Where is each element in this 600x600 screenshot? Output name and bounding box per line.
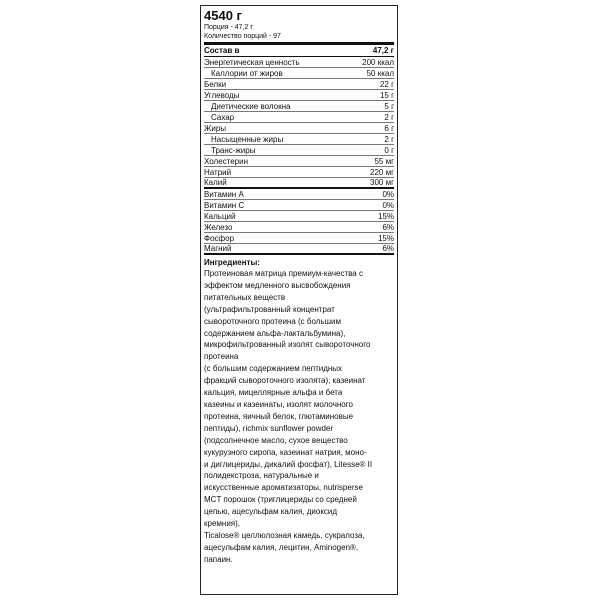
row-label: Каллории от жиров (211, 68, 283, 78)
ingredient-line: (с большим содержанием пептидных (204, 364, 343, 374)
nutrient-row (204, 79, 394, 90)
row-label: Калий (204, 178, 227, 187)
row-label: Диетические волокна (211, 101, 291, 111)
nutrient-table (204, 57, 394, 189)
ingredient-line: микрофильтрованный изолят сывороточного (204, 340, 371, 350)
ingredient-line: папаин. (204, 554, 233, 564)
row-label: Холестерин (204, 156, 248, 166)
row-value: 0% (382, 189, 394, 199)
ingredient-line: питательных веществ (204, 292, 286, 302)
nutrient-row (204, 123, 394, 134)
row-label: Углеводы (204, 90, 240, 100)
composition-header (204, 45, 394, 57)
row-label: Магний (204, 244, 232, 253)
nutrition-facts-label (200, 5, 398, 595)
row-value: 220 мг (370, 167, 394, 177)
ingredients-text (204, 268, 394, 566)
servings-count: Количество порций - 97 (204, 32, 281, 40)
vitamin-row (204, 244, 394, 255)
row-value: 50 ккал (366, 68, 394, 78)
vitamin-row (204, 211, 394, 222)
row-label: Натрий (204, 167, 232, 177)
row-value: 2 г (384, 112, 394, 122)
ingredient-line: MCT порошок (триглицериды со средней (204, 495, 357, 505)
nutrient-row (204, 145, 394, 156)
composition-header-value: 47,2 г (372, 45, 394, 55)
ingredient-line: цепью, ацесульфам калия, диоксид (204, 507, 338, 517)
row-label: Энергетическая ценность (204, 57, 300, 67)
ingredient-line: (подсолнечное масло, сухое вещество (204, 435, 348, 445)
ingredient-line: кукурузного сиропа, казеинат натрия, моно- (204, 447, 367, 457)
ingredient-line: искусственные ароматизаторы, nutrisperse (204, 483, 363, 493)
vitamin-row (204, 233, 394, 244)
ingredient-line: полидекстроза, натуральные и (204, 471, 319, 481)
ingredient-line: эффектом медленного высвобождения (204, 280, 351, 290)
row-label: Фосфор (204, 233, 235, 243)
nutrient-row (204, 101, 394, 112)
row-value: 200 ккал (362, 57, 394, 67)
ingredient-line: казеины и казеинаты, изолят молочного (204, 399, 353, 409)
ingredient-line: сывороточного протеина (с большим (204, 316, 341, 326)
row-value: 0% (382, 200, 394, 210)
row-label: Кальций (204, 211, 236, 221)
ingredient-line: и диглицериды, дикалий фосфат), Litesse® II (204, 459, 373, 469)
ingredient-line: протеина (204, 352, 239, 362)
nutrient-row (204, 68, 394, 79)
row-label: Железо (204, 222, 233, 232)
row-value: 5 г (384, 101, 394, 111)
ingredient-line: кальция, мицеллярные альфа и бета (204, 388, 343, 398)
row-value: 6% (382, 244, 394, 253)
row-value: 300 мг (370, 178, 394, 187)
serving-size: Порция - 47,2 г (204, 24, 253, 31)
nutrient-row (204, 178, 394, 189)
ingredient-line: Ticalose® целлюлозная камедь, сукралоза, (204, 530, 365, 540)
row-value: 15 г (379, 90, 394, 100)
ingredient-line: протеина, яичный белок, глютаминовые (204, 411, 354, 421)
ingredient-line: пептиды), richmix sunflower powder (204, 423, 334, 433)
row-label: Витамин А (204, 189, 244, 199)
ingredient-line: кремния), (204, 519, 241, 529)
row-label: Белки (204, 79, 227, 89)
row-value: 15% (377, 211, 394, 221)
row-value: 6 г (384, 123, 394, 133)
row-label: Транс-жиры (211, 145, 256, 155)
ingredient-line: (ультрафильтрованный концентрат (204, 304, 335, 314)
nutrient-row (204, 134, 394, 145)
row-value: 15% (377, 233, 394, 243)
ingredients-title: Ингредиенты: (204, 258, 260, 267)
nutrient-row (204, 167, 394, 178)
ingredient-line: Протеиновая матрица премиум-качества с (204, 269, 363, 278)
vitamin-row (204, 200, 394, 211)
row-label: Сахар (211, 112, 235, 122)
ingredient-line: ацесульфам калия, лецитин, Aminogen®, (204, 542, 359, 552)
package-weight: 4540 г (204, 8, 242, 23)
nutrient-row (204, 90, 394, 101)
row-value: 55 мг (374, 156, 394, 166)
composition-header-label: Состав в (204, 45, 240, 55)
row-value: 22 г (379, 79, 394, 89)
vitamin-row (204, 222, 394, 233)
row-value: 6% (382, 222, 394, 232)
nutrient-row (204, 112, 394, 123)
row-value: 2 г (384, 134, 394, 144)
row-label: Насыщенные жиры (211, 134, 284, 144)
ingredient-line: содержанием альфа-лактальбумина), (204, 328, 346, 338)
ingredient-line: фракций сывороточного изолята), казеинат (204, 376, 366, 386)
nutrient-row (204, 57, 394, 68)
nutrient-row (204, 156, 394, 167)
row-label: Витамин С (204, 200, 245, 210)
vitamin-row (204, 189, 394, 200)
vitamin-table (204, 189, 394, 255)
row-value: 0 г (384, 145, 394, 155)
row-label: Жиры (204, 123, 227, 133)
